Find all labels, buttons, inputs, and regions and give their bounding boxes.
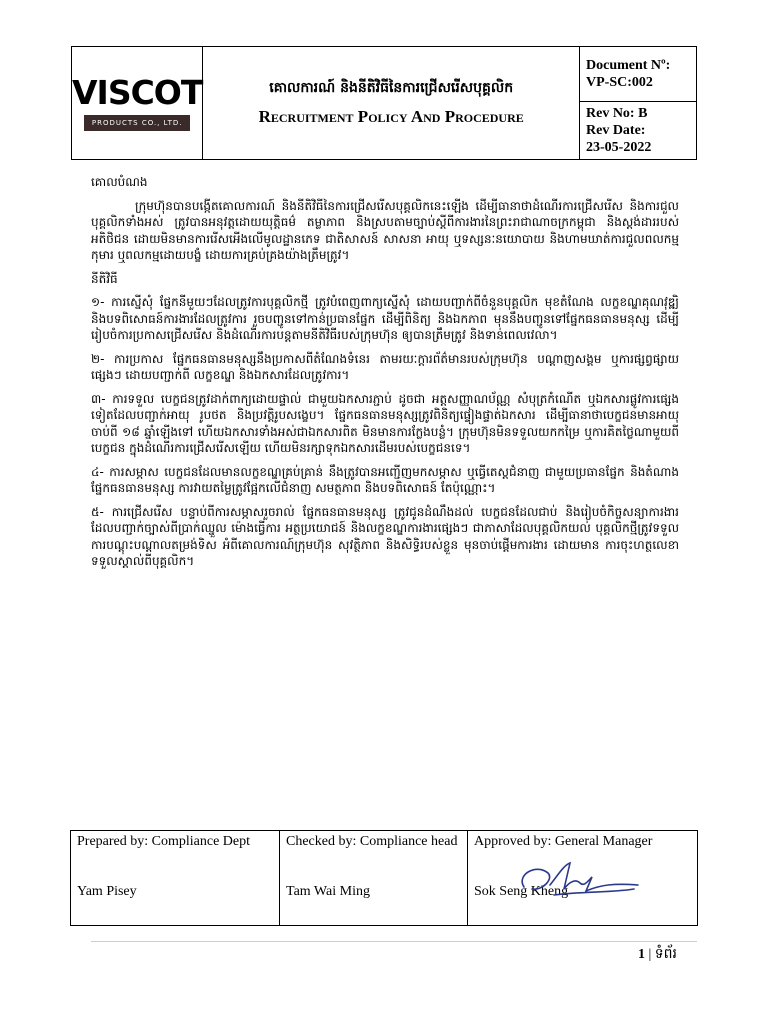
logo-subtitle: PRODUCTS CO., LTD. (84, 115, 191, 131)
document-number-cell (580, 47, 697, 102)
document-number: VP-SC:002 (586, 75, 653, 90)
footer-divider (91, 941, 697, 942)
section-heading-objective: គោលបំណង (91, 175, 148, 189)
revision-date-label: Rev Date: (586, 123, 646, 138)
section-heading-procedure: នីតិវិធី (91, 271, 118, 286)
prepared-by-name: Yam Pisey (77, 884, 137, 899)
procedure-step: ៣- ការទទួល បេក្ខជនត្រូវដាក់ពាក្យដោយផ្ទាល់ ជាមួយឯកសារភ្ជាប់ ដូចជា អត្តសញ្ញាណប័ណ្ណ សំបុត្រកំណើត ឬឯកសារផ្លូវការផ្សេងទៀតដែលបញ្ជាក់អាយុ រូបថត និងប្រវត្តិរូបសង្ខេប។ ផ្នែកធនធានមនុស្សត្រូវពិនិត្យផ្ទៀងផ្ទាត់ឯកសារ ដើម្បីធានាថាបេក្ខជនមានអាយុចាប់ពី ១៨ ឆ្នាំឡើងទៅ ហើយឯកសារទាំងអស់ជាឯកសារពិត មិនមានការក្លែងបន្លំ។ ក្រុមហ៊ុនមិនទទួលយកកម្រៃ ឬការគិតថ្លៃណាមួយពីបេក្ខជន ក្នុងដំណើរការជ្រើសរើសឡើយ ហើយមិនរក្សាទុកឯកសារដើមរបស់បេក្ខជនទេ។ (91, 391, 679, 455)
checked-by-label: Checked by: Compliance head (286, 834, 458, 849)
procedure-step: ៥- ការជ្រើសរើស បន្ទាប់ពីការសម្ភាសរួចរាល់ ផ្នែកធនធានមនុស្ស ត្រូវជូនដំណឹងដល់ បេក្ខជនដែលជាប់ និងរៀបចំកិច្ចសន្យាការងារ ដែលបញ្ជាក់ច្បាស់ពីប្រាក់ឈ្នួល ម៉ោងធ្វើការ អត្ថប្រយោជន៍ និងលក្ខខណ្ឌការងារផ្សេងៗ ជាភាសាដែលបុគ្គលិកយល់ បុគ្គលិកថ្មីត្រូវទទួលការបណ្ដុះបណ្ដាលតម្រង់ទិស អំពីគោលការណ៍ក្រុមហ៊ុន សុវត្ថិភាព និងសិទ្ធិរបស់ខ្លួន មុនចាប់ផ្ដើមការងារ ដោយមាន ការចុះហត្ថលេខាទទួលស្គាល់ពីបុគ្គលិក។ (91, 504, 679, 568)
revision-date: 23-05-2022 (586, 140, 652, 155)
procedure-step: ៤- ការសម្ភាស បេក្ខជនដែលមានលក្ខខណ្ឌគ្រប់គ្រាន់ នឹងត្រូវបានអញ្ជើញមកសម្ភាស ឬធ្វើតេស្ដជំនាញ ជាមួយប្រធានផ្នែក និងតំណាងផ្នែកធនធានមនុស្ស ការវាយតម្លៃត្រូវផ្អែកលើជំនាញ សមត្ថភាព និងបទពិសោធន៍ តែប៉ុណ្ណោះ។ (91, 464, 679, 495)
prepared-by-label: Prepared by: Compliance Dept (77, 834, 251, 849)
document-number-label: Document Nº: (586, 58, 671, 73)
checked-by-name: Tam Wai Ming (286, 884, 370, 899)
revision-number: Rev No: B (586, 106, 648, 121)
document-header (71, 46, 697, 160)
handwritten-signature (514, 855, 644, 907)
khmer-title: គោលការណ៍ និងនីតិវិធីនៃការជ្រើសរើសបុគ្គលិក (269, 80, 514, 96)
company-logo (72, 47, 203, 160)
english-title: Recruitment Policy And Procedure (258, 107, 524, 126)
procedure-step: ១- ការស្នើសុំ ផ្នែកនីមួយៗដែលត្រូវការបុគ្គលិកថ្មី ត្រូវបំពេញពាក្យស្នើសុំ ដោយបញ្ជាក់ពីចំនួនបុគ្គលិក មុខតំណែង លក្ខខណ្ឌគុណវុឌ្ឍិ និងបទពិសោធន៍ការងារដែលត្រូវការ រួចបញ្ជូនទៅកាន់ប្រធានផ្នែក ដើម្បីពិនិត្យ និងឯកភាព មុននឹងបញ្ជូនទៅផ្នែកធនធានមនុស្ស ដើម្បីរៀបចំការប្រកាសជ្រើសរើស និងដំណើរការបន្តតាមនីតិវិធីរបស់ក្រុមហ៊ុន ឲ្យបានត្រឹមត្រូវ និងទាន់ពេលវេលា។ (91, 295, 679, 342)
objective-paragraph: ក្រុមហ៊ុនបានបង្កើតគោលការណ៍ និងនីតិវិធីនៃការជ្រើសរើសបុគ្គលិកនេះឡើង ដើម្បីធានាថាដំណើរការជ្រើសរើស និងការជួលបុគ្គលិកទាំងអស់ ត្រូវបានអនុវត្តដោយយុត្តិធម៌ តម្លាភាព និងស្របតាមច្បាប់ស្ដីពីការងារនៃព្រះរាជាណាចក្រកម្ពុជា និងស្តង់ដាររបស់អតិថិជន ដោយមិនមានការរើសអើងលើមូលដ្ឋានភេទ ជាតិសាសន៍ សាសនា អាយុ ឬទស្សនៈនយោបាយ និងហាមឃាត់ការជួលពលកម្មកុមារ ឬពលកម្មដោយបង្ខំ ដោយការគ្រប់គ្រងយ៉ាងត្រឹមត្រូវ។ (91, 198, 679, 262)
policy-body (91, 174, 679, 577)
logo-wordmark: VISCOT (72, 72, 203, 112)
checked-by-cell (280, 831, 468, 926)
procedure-step: ២- ការប្រកាស ផ្នែកធនធានមនុស្សនឹងប្រកាសពីតំណែងទំនេរ តាមរយៈក្ដារព័ត៌មានរបស់ក្រុមហ៊ុន បណ្ដាញសង្គម ឬការផ្សព្វផ្សាយផ្សេងៗ ដោយបញ្ជាក់ពី លក្ខខណ្ឌ និងឯកសារដែលត្រូវការ។ (91, 351, 679, 382)
prepared-by-cell (71, 831, 280, 926)
revision-cell (580, 102, 697, 160)
document-title-cell (203, 47, 580, 160)
page-number: 1 | ទំព័រ (637, 947, 677, 962)
approved-by-label: Approved by: General Manager (474, 834, 653, 849)
approved-by-name: Sok Seng Kheng (474, 884, 569, 899)
